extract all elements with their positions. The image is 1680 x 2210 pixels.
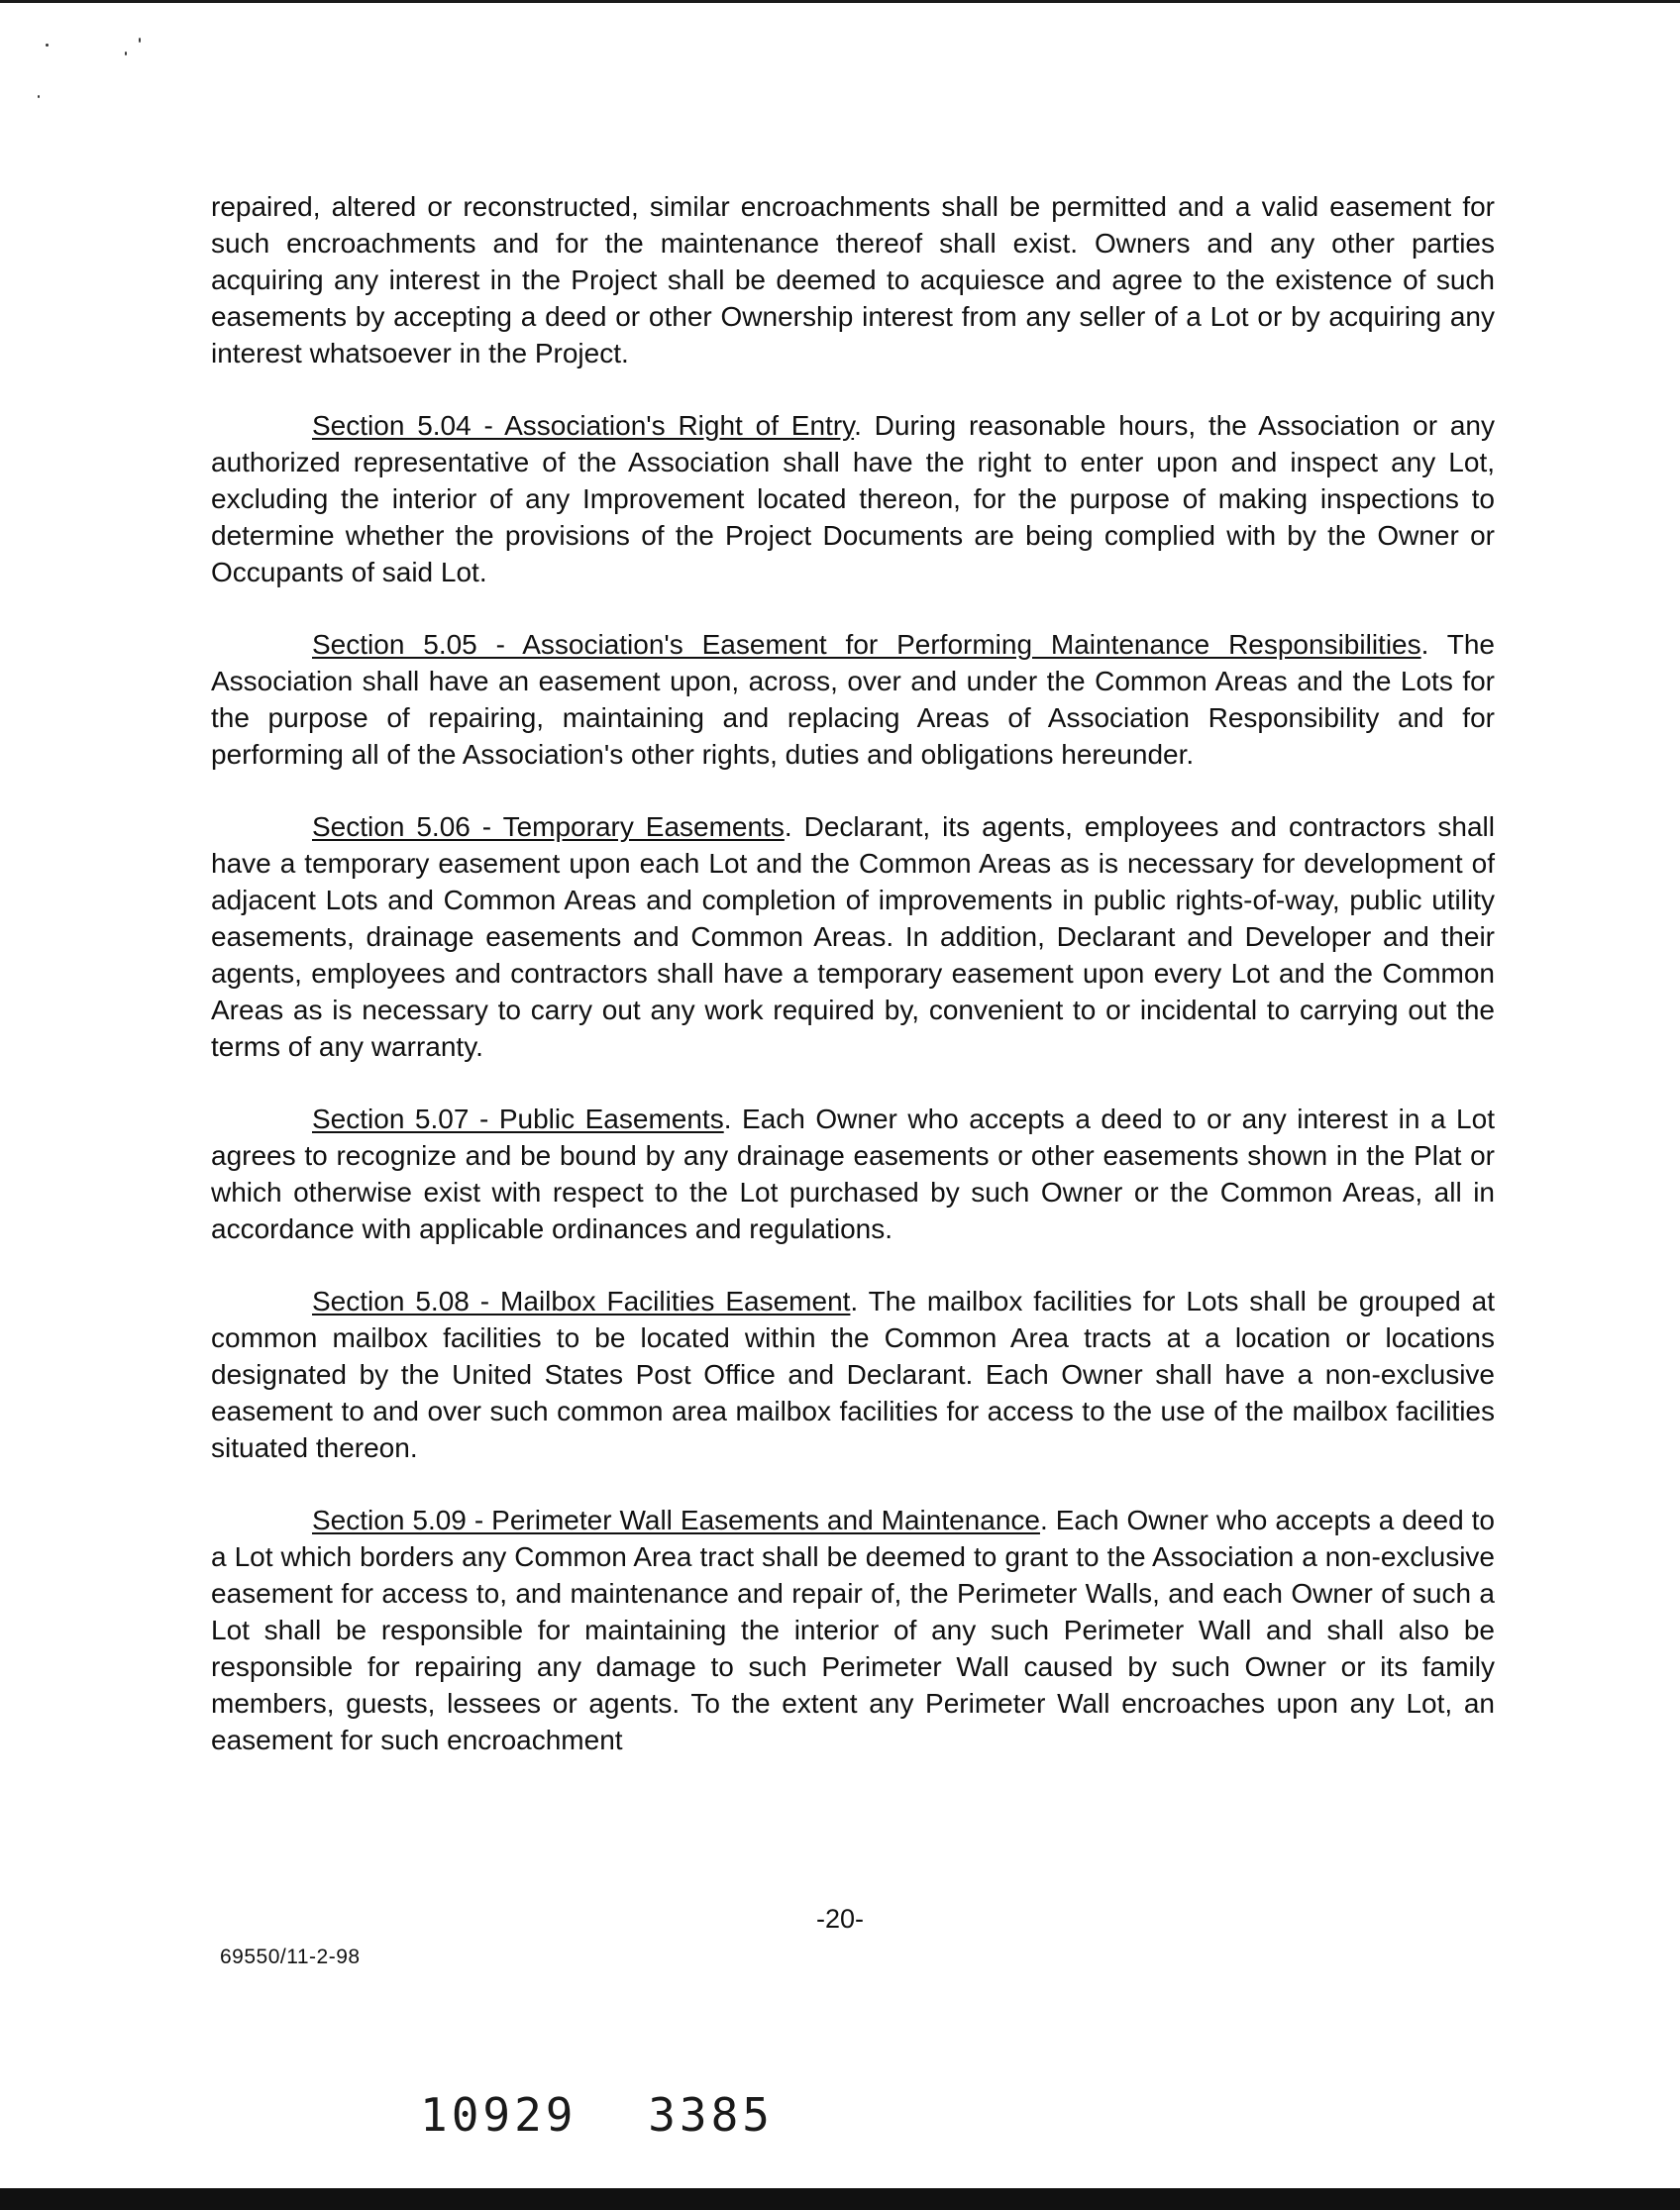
section-heading: Section 5.05 - Association's Easement for Performing Maintenance Responsibilities: [312, 629, 1421, 660]
scan-speck: [38, 95, 40, 98]
scan-speck: [125, 52, 127, 55]
section-text: . The Association shall have an easement upon, across, over and under the Common Areas and the Lots for the purpose of repairing, maintaining and replacing Areas of Association Responsibility and for performing all of the Association's other rights, duties and obligations hereunder.: [211, 629, 1495, 770]
paragraph-text: repaired, altered or reconstructed, similar encroachments shall be permitted and a valid easement for such encroachments and for the maintenance thereof shall exist. Owners and any other parties acquiring any interest in the Project shall be deemed to acquiesce and agree to the existence of such easements by accepting a deed or other Ownership interest from any seller of a Lot or by acquiring any interest whatsoever in the Project.: [211, 191, 1495, 368]
section-5-07: [211, 1101, 1495, 1247]
section-5-06: [211, 808, 1495, 1065]
recording-stamp: [420, 2088, 774, 2142]
section-heading: Section 5.08 - Mailbox Facilities Easement: [312, 1286, 851, 1316]
section-5-09: [211, 1502, 1495, 1758]
paragraph-intro: [211, 188, 1495, 371]
section-text: . During reasonable hours, the Association or any authorized representative of the Association shall have the right to enter upon and inspect any Lot, excluding the interior of any Improvement located thereon, for the purpose of making inspections to determine whether the provisions of the Project Documents are being complied with by the Owner or Occupants of said Lot.: [211, 410, 1495, 587]
section-heading: Section 5.04 - Association's Right of Entry: [312, 410, 855, 441]
section-text: . The mailbox facilities for Lots shall be grouped at common mailbox facilities to be located within the Common Area tracts at a location or locations designated by the United States Post Office and Declarant. Each Owner shall have a non-exclusive easement to and over such common area mailbox facilities for access to the use of the mailbox facilities situated thereon.: [211, 1286, 1495, 1463]
section-heading: Section 5.06 - Temporary Easements: [312, 811, 785, 842]
section-text: . Declarant, its agents, employees and contractors shall have a temporary easement upon each Lot and the Common Areas as is necessary for development of adjacent Lots and Common Areas and completion of improvements in public rights-of-way, public utility easements, drainage easements and Common Areas. In addition, Declarant and Developer and their agents, employees and contractors shall have a temporary easement upon every Lot and the Common Areas as is necessary to carry out any work required by, convenient to or incidental to carrying out the terms of any warranty.: [211, 811, 1495, 1062]
document-code: 69550/11-2-98: [220, 1946, 361, 1968]
scan-edge-top: [0, 0, 1680, 3]
section-heading: Section 5.07 - Public Easements: [312, 1104, 724, 1134]
scan-edge-bottom: [0, 2188, 1680, 2210]
section-heading: Section 5.09 - Perimeter Wall Easements and Maintenance: [312, 1505, 1040, 1535]
section-text: . Each Owner who accepts a deed to or any interest in a Lot agrees to recognize and be bound by any drainage easements or other easements shown in the Plat or which otherwise exist with respect to the Lot purchased by such Owner or the Common Areas, all in accordance with applicable ordinances and regulations.: [211, 1104, 1495, 1244]
scan-speck: [139, 38, 141, 43]
stamp-page-number: 3385: [648, 2088, 774, 2142]
page-number: -20-: [815, 1904, 864, 1934]
section-5-04: [211, 407, 1495, 590]
section-text: . Each Owner who accepts a deed to a Lot which borders any Common Area tract shall be deemed to grant to the Association a non-exclusive easement for access to, and maintenance and repair of, the Perimeter Walls, and each Owner of such a Lot shall be responsible for maintaining the interior of any such Perimeter Wall and shall also be responsible for repairing any damage to such Perimeter Wall caused by such Owner or its family members, guests, lessees or agents. To the extent any Perimeter Wall encroaches upon any Lot, an easement for such encroachment: [211, 1505, 1495, 1755]
section-5-05: [211, 626, 1495, 773]
document-body: [211, 188, 1495, 1794]
stamp-book-number: 10929: [420, 2088, 578, 2142]
section-5-08: [211, 1283, 1495, 1466]
scan-speck: [46, 44, 49, 47]
